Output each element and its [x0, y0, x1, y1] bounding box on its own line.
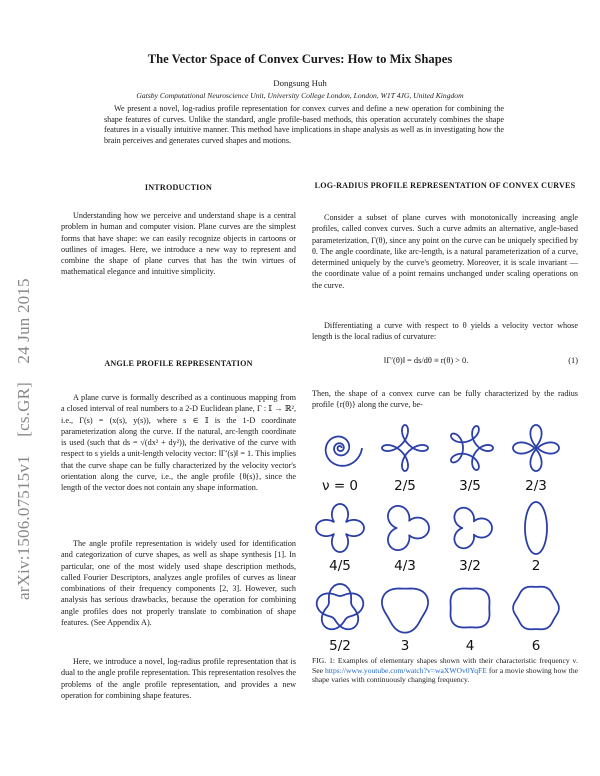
caption-suffix: for a movie showing how the shape varies with continuously changing frequency.: [312, 665, 578, 685]
angle-paragraph-2: The angle profile representation is widely used for identification and categorization of curve shapes, as well as shape synthesis [1]. In particular, one of the most widely used shape description methods, called Fourier Descriptors, analyzes angle profiles of curves as linear combinations of their frequency components [2, 3]. However, such analysis has serious drawbacks, because the operation for combining angle profiles does not properly translate to combination of shape features. (See Appendix A).: [61, 539, 296, 628]
shape-label: 5/2: [329, 638, 351, 654]
figure-caption: [312, 656, 578, 685]
equation-body: ‖Γ′(θ)‖ = ds/dθ ≡ r(θ) > 0.: [384, 356, 469, 365]
arxiv-category: [cs.GR]: [14, 382, 33, 437]
arxiv-sidebar: [14, 278, 34, 600]
logradius-paragraph-1: Consider a subset of plane curves with monotonically increasing angle profiles, called convex curves. Such a curve admits an alternative, angle-based parameterization, Γ(θ), since any point on the curve can be uniquely specified by θ. The angle coordinate, like arc-length, is a natural parameterization of a curve, determined uniquely by the curve's geometry. Moreover, it is scale invariant — the coordinate value of a point remains unchanged under scaling operations on the curve.: [312, 213, 578, 290]
shape-nu-3-2: [454, 508, 492, 549]
shape-nu-5-2: [317, 584, 364, 629]
caption-text: FIG. 1: Examples of elementary shapes shown with their characteristic frequency ν. See: [312, 656, 578, 675]
shape-nu-4: [451, 589, 490, 628]
shape-label: 3: [400, 638, 410, 654]
shape-label: 2: [531, 558, 541, 574]
shape-grid: [312, 410, 578, 654]
shape-label: 3/5: [459, 478, 481, 494]
figure-1: [312, 410, 578, 654]
abstract: We present a novel, log-radius profile representation for convex curves and define a new operation for combining the shape features of curves. Unlike the standard, angle profile-based methods, this operation accurately combines the shape features in a visually intuitive manner. This method have implications in shape analysis as well as in investigating how the brain perceives and generates curved shapes and motions.: [104, 104, 504, 145]
shape-nu-3: [382, 589, 428, 633]
shape-nu-4-5: [316, 504, 364, 552]
logradius-heading: LOG-RADIUS PROFILE REPRESENTATION OF CONVEX CURVES: [314, 181, 576, 190]
arxiv-date: 24 Jun 2015: [14, 278, 33, 364]
logradius-paragraph-2: Differentiating a curve with respect to θ yields a velocity vector whose length is the local radius of curvature:: [312, 321, 578, 342]
shape-label: ν = 0: [321, 478, 359, 494]
shape-label: 2/3: [525, 478, 547, 494]
caption-link[interactable]: https://www.youtube.com/watch?v=waXWOv0YqFE: [324, 665, 487, 675]
shape-label: 3/2: [459, 558, 481, 574]
intro-paragraph: Understanding how we perceive and understand shape is a central problem in human and computer vision. Plane curves are the simplest forms that have shape: we can easily recognize objects in cartoons or outlines of images. Here, we introduce a new way to represent and combine the shape of plane curves that has the twin virtues of mathematical elegance and intuitive simplicity.: [61, 211, 296, 277]
equation-number: (1): [568, 356, 578, 365]
intro-heading: INTRODUCTION: [144, 183, 213, 192]
logradius-paragraph-3: Then, the shape of a convex curve can be fully characterized by the radius profile {r(θ)} along the curve, be-: [312, 389, 578, 410]
shape-nu-4-3: [388, 506, 429, 550]
shape-label: 4: [465, 638, 475, 654]
affiliation: Gatsby Computational Neuroscience Unit, University College London, London, W1T 4JG, United Kingdom: [136, 91, 464, 100]
shape-label: 4/5: [329, 558, 351, 574]
shape-nu-2-3: [513, 425, 559, 471]
paper-title: The Vector Space of Convex Curves: How to Mix Shapes: [147, 52, 453, 66]
shape-nu-2: [525, 502, 547, 554]
shape-label: 6: [531, 638, 541, 654]
angle-heading: ANGLE PROFILE REPRESENTATION: [104, 359, 253, 368]
shape-nu-2-5: [382, 425, 428, 471]
angle-paragraph-3: Here, we introduce a novel, log-radius profile representation that is dual to the angle profile representation. This representation resolves the problems of the angle profile representation, and provides a new operation for combining shape features.: [61, 657, 296, 700]
shape-nu-3-5: [451, 426, 493, 470]
shape-label: 4/3: [394, 558, 416, 574]
author: Dongsung Huh: [273, 78, 327, 88]
shape-spiral-nu0: [326, 437, 362, 466]
arxiv-id[interactable]: arXiv:1506.07515v1: [14, 455, 33, 600]
shape-label: 2/5: [394, 478, 416, 494]
angle-paragraph-1: A plane curve is formally described as a continuous mapping from a closed interval of real numbers to a 2-D Euclidean plane, Γ : 𝕀 → ℝ², i.e., Γ(s) = (x(s), y(s)), where s ∈ 𝕀 is the 1-D coordinate parameterization along the curve. If the natural, arc-length coordinate is used (such that ds = √(dx² + dy²)), the derivative of the curve with respect to s yields a unit-length velocity vector: ‖Γ′(s)‖ = 1. This implies that the curve shape can be fully characterized by the velocity vector's orientation along the curve, i.e., the angle profile {θ(s)}, since the length of the vector does not contain any shape information.: [61, 393, 296, 493]
shape-nu-6: [513, 587, 559, 630]
